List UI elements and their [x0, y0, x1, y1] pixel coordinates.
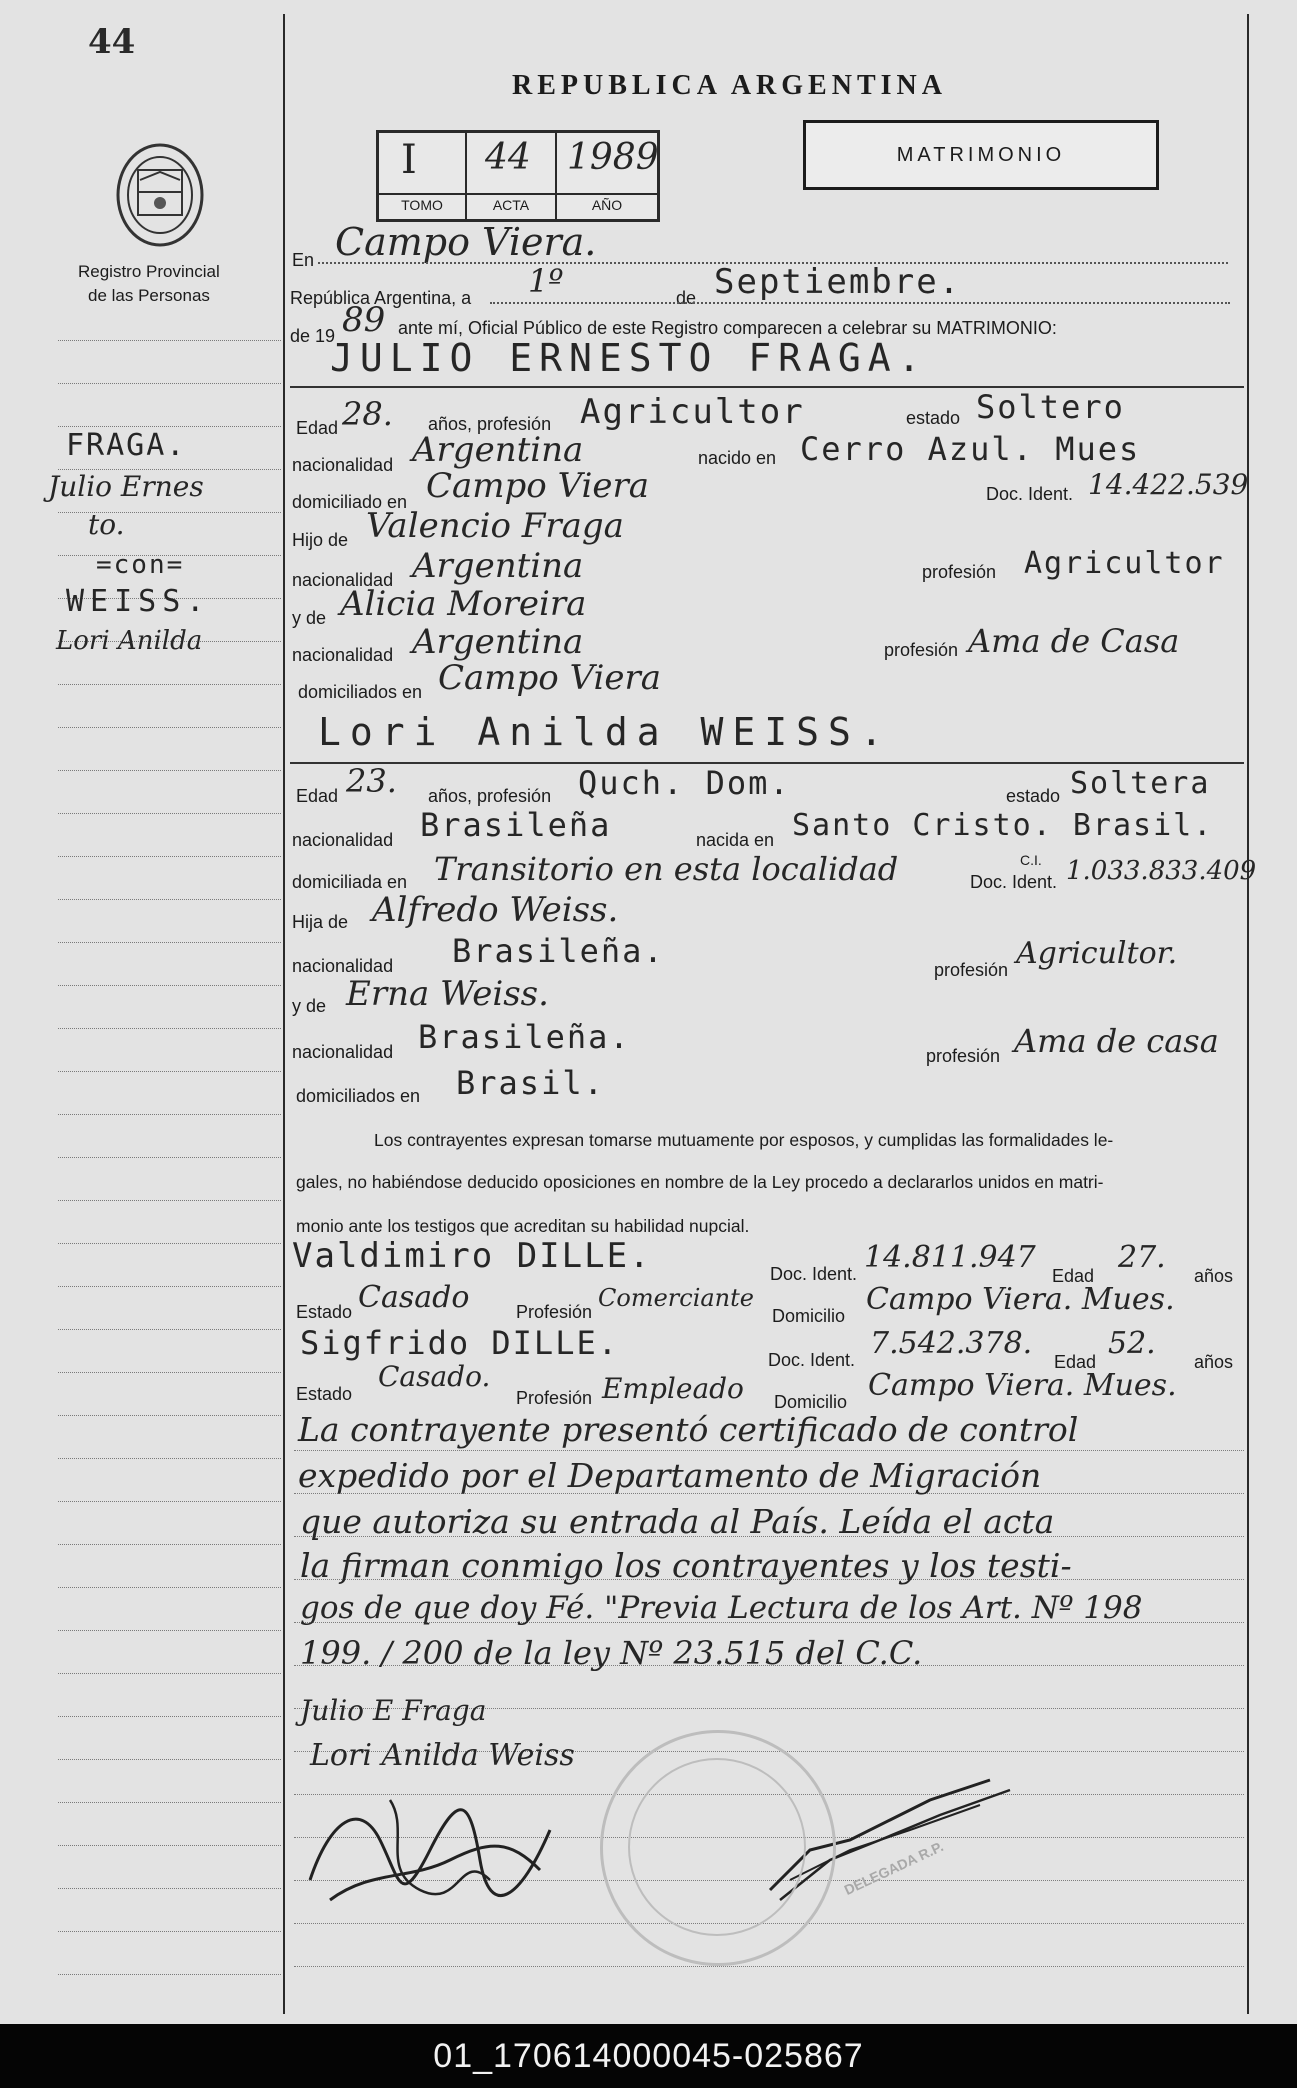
- acta-label: ACTA: [467, 193, 555, 213]
- margin-note-line-1: FRAGA.: [66, 428, 187, 463]
- groom-parents-domicile-label: domiciliados en: [298, 682, 423, 702]
- delegate-stamp-text: DELEGADA R.P.: [841, 1838, 946, 1898]
- bride-father-label: Hija de: [292, 912, 349, 932]
- formal-text-line2: gales, no habiéndose deducido oposiciones en nombre de la Ley procedo a declararlos unidos en matri-: [296, 1172, 1104, 1192]
- witness2-domicile-label: Domicilio: [774, 1392, 848, 1412]
- margin-ruled-line: [58, 1114, 281, 1115]
- tomo-cell: [379, 133, 467, 219]
- witness2-age: 52.: [1108, 1326, 1156, 1361]
- bride-nationality-label: nacionalidad: [292, 830, 394, 850]
- formal-text-line1: Los contrayentes expresan tomarse mutuamente por esposos, y cumplidas las formalidades le-: [374, 1130, 1114, 1150]
- note-line-3: que autoriza su entrada al País. Leída el acta: [300, 1502, 1055, 1541]
- groom-status: Soltero: [976, 388, 1125, 426]
- groom-mother-profession: Ama de Casa: [968, 622, 1180, 660]
- bride-age-label: Edad: [296, 786, 339, 806]
- margin-note-line-2: Julio Ernes: [48, 470, 204, 503]
- signature-bride: Lori Anilda Weiss: [310, 1738, 575, 1773]
- anio-cell: [557, 133, 657, 219]
- groom-anos-profesion-label: años, profesión: [428, 414, 552, 434]
- bride-doc-label: Doc. Ident.: [970, 872, 1058, 892]
- witness1-status: Casado: [358, 1280, 470, 1315]
- groom-father-prof-label: profesión: [922, 562, 997, 582]
- tomo-value: I: [401, 137, 417, 183]
- groom-mother-nationality: Argentina: [412, 622, 584, 662]
- margin-ruled-line: [58, 1243, 281, 1244]
- groom-domicile-label: domiciliado en: [292, 492, 408, 512]
- margin-ruled-line: [58, 727, 281, 728]
- year-value: 89: [342, 300, 386, 340]
- groom-estado-label: estado: [906, 408, 961, 428]
- bride-age: 23.: [346, 762, 397, 800]
- bride-domicile: Transitorio en esta localidad: [434, 850, 899, 888]
- margin-ruled-line: [58, 1071, 281, 1072]
- margin-ruled-line: [58, 383, 281, 384]
- groom-father-label: Hijo de: [292, 530, 349, 550]
- groom-parents-domicile: Campo Viera: [438, 658, 662, 698]
- margin-ruled-line: [58, 1458, 281, 1459]
- anio-value: 1989: [567, 137, 659, 178]
- witness2-doc: 7.542.378.: [870, 1326, 1033, 1361]
- margin-note-line-4: =con=: [96, 550, 185, 580]
- groom-mother-nat-label: nacionalidad: [292, 645, 394, 665]
- tomo-label: TOMO: [379, 193, 465, 213]
- witness2-anos-label: años: [1194, 1352, 1234, 1372]
- margin-ruled-line: [58, 1200, 281, 1201]
- witness1-profession-label: Profesión: [516, 1302, 593, 1322]
- margin-ruled-line: [58, 1372, 281, 1373]
- witness1-domicile-label: Domicilio: [772, 1306, 846, 1326]
- bride-mother: Erna Weiss.: [346, 974, 549, 1014]
- groom-doc-label: Doc. Ident.: [986, 484, 1074, 504]
- margin-ruled-line: [58, 985, 281, 986]
- margin-ruled-line: [58, 1931, 281, 1932]
- day-value: 1º: [528, 262, 564, 300]
- label-de-19: de 19: [290, 326, 336, 346]
- witness1-age: 27.: [1118, 1240, 1166, 1275]
- anio-label: AÑO: [557, 193, 657, 213]
- witness1-anos-label: años: [1194, 1266, 1234, 1286]
- bride-father-prof-label: profesión: [934, 960, 1009, 980]
- groom-doc: 14.422.539: [1088, 468, 1249, 501]
- note-line-2: expedido por el Departamento de Migración: [298, 1456, 1042, 1495]
- bride-mother-nationality: Brasileña.: [418, 1018, 631, 1056]
- witness2-profession-label: Profesión: [516, 1388, 593, 1408]
- groom-born-label: nacido en: [698, 448, 777, 468]
- official-stamp-inner-ring: [628, 1758, 806, 1936]
- bride-father-nationality: Brasileña.: [452, 932, 665, 970]
- bride-born-in: Santo Cristo. Brasil.: [792, 808, 1214, 843]
- groom-father-profession: Agricultor: [1024, 546, 1225, 581]
- witness2-domicile: Campo Viera. Mues.: [868, 1368, 1177, 1403]
- margin-ruled-line: [58, 1630, 281, 1631]
- witness1-name: Valdimiro DILLE.: [292, 1236, 652, 1276]
- witness1-age-label: Edad: [1052, 1266, 1095, 1286]
- groom-name: JULIO ERNESTO FRAGA.: [330, 336, 928, 380]
- margin-ruled-line: [58, 1673, 281, 1674]
- margin-ruled-line: [58, 856, 281, 857]
- margin-ruled-line: [58, 684, 281, 685]
- margin-ruled-line: [58, 899, 281, 900]
- bride-name: Lori Anilda WEISS.: [318, 710, 892, 754]
- groom-age-label: Edad: [296, 418, 339, 438]
- bride-father: Alfredo Weiss.: [372, 890, 619, 930]
- margin-ruled-line: [58, 1157, 281, 1158]
- bride-doc: 1.033.833.409: [1066, 856, 1257, 886]
- witness2-status: Casado.: [378, 1360, 491, 1393]
- right-border: [1247, 14, 1249, 2014]
- bride-estado-label: estado: [1006, 786, 1061, 806]
- witness2-name: Sigfrido DILLE.: [300, 1324, 619, 1362]
- groom-domicile: Campo Viera: [426, 466, 650, 506]
- signature-groom: Julio E Fraga: [300, 1694, 487, 1727]
- margin-ruled-line: [58, 813, 281, 814]
- groom-mother-label: y de: [292, 608, 327, 628]
- label-republica: República Argentina, a: [290, 288, 472, 308]
- label-ante: ante mí, Oficial Público de este Registro comparecen a celebrar su MATRIMONIO:: [398, 318, 1057, 338]
- witness2-doc-label: Doc. Ident.: [768, 1350, 856, 1370]
- place-value: Campo Viera.: [335, 220, 597, 264]
- scan-id-footer: 01_170614000045-025867: [0, 2024, 1297, 2088]
- page-number: 44: [88, 22, 136, 62]
- bride-profession: Quch. Dom.: [578, 764, 791, 802]
- witness2-profession: Empleado: [602, 1372, 744, 1405]
- margin-ruled-line: [58, 1888, 281, 1889]
- bride-mother-prof-label: profesión: [926, 1046, 1001, 1066]
- witness1-doc: 14.811.947: [864, 1240, 1036, 1275]
- margin-ruled-line: [58, 1415, 281, 1416]
- margin-ruled-line: [58, 1845, 281, 1846]
- margin-ruled-line: [58, 1716, 281, 1717]
- bride-father-nat-label: nacionalidad: [292, 956, 394, 976]
- note-line-1: La contrayente presentó certificado de control: [298, 1410, 1079, 1449]
- margin-ruled-line: [58, 1544, 281, 1545]
- margin-ruled-line: [58, 1802, 281, 1803]
- registry-seal-icon: [110, 140, 210, 250]
- body-ruled-line: [294, 1450, 1244, 1451]
- groom-mother: Alicia Moreira: [340, 584, 587, 624]
- witness2-status-label: Estado: [296, 1384, 353, 1404]
- groom-nationality-label: nacionalidad: [292, 455, 394, 475]
- act-type-label: MATRIMONIO: [896, 144, 1066, 166]
- margin-ruled-line: [58, 942, 281, 943]
- bride-status: Soltera: [1070, 766, 1211, 801]
- bride-born-label: nacida en: [696, 830, 775, 850]
- margin-ruled-line: [58, 1329, 281, 1330]
- groom-mother-prof-label: profesión: [884, 640, 959, 660]
- margin-ruled-line: [58, 770, 281, 771]
- bride-parents-domicile: Brasil.: [456, 1064, 605, 1102]
- bride-mother-profession: Ama de casa: [1014, 1022, 1219, 1060]
- label-en: En: [292, 250, 315, 270]
- margin-ruled-line: [58, 340, 281, 341]
- label-de: de: [676, 288, 697, 308]
- witness2-age-label: Edad: [1054, 1352, 1097, 1372]
- margin-ruled-line: [58, 426, 281, 427]
- bride-anos-profesion-label: años, profesión: [428, 786, 552, 806]
- note-line-4: la firman conmigo los contrayentes y los testi-: [300, 1546, 1072, 1585]
- witness1-profession: Comerciante: [598, 1284, 754, 1312]
- margin-ruled-line: [58, 1501, 281, 1502]
- body-ruled-line: [294, 1966, 1244, 1967]
- witness1-status-label: Estado: [296, 1302, 353, 1322]
- formal-text-line3: monio ante los testigos que acreditan su habilidad nupcial.: [296, 1216, 750, 1236]
- month-value: Septiembre.: [714, 262, 962, 302]
- bride-mother-nat-label: nacionalidad: [292, 1042, 394, 1062]
- margin-note-line-6: Lori Anilda: [56, 626, 203, 656]
- acta-value: 44: [485, 137, 531, 178]
- acta-cell: [467, 133, 557, 219]
- bride-father-profession: Agricultor.: [1016, 936, 1178, 971]
- margin-ruled-line: [58, 1974, 281, 1975]
- groom-father-nationality: Argentina: [412, 546, 584, 586]
- margin-ruled-line: [58, 1587, 281, 1588]
- registry-name-line2: de las Personas: [88, 286, 210, 305]
- bride-nationality: Brasileña: [420, 806, 612, 844]
- country-title: REPUBLICA ARGENTINA: [512, 70, 947, 101]
- margin-ruled-line: [58, 1759, 281, 1760]
- margin-ruled-line: [58, 1286, 281, 1287]
- groom-father: Valencio Fraga: [366, 506, 624, 546]
- act-type-box: [803, 120, 1159, 190]
- groom-profession: Agricultor: [580, 392, 805, 432]
- note-line-5: gos de que doy Fé. "Previa Lectura de los Art. Nº 198: [300, 1590, 1143, 1626]
- volume-box: [376, 130, 660, 222]
- witness1-doc-label: Doc. Ident.: [770, 1264, 858, 1284]
- bride-parents-domicile-label: domiciliados en: [296, 1086, 421, 1106]
- groom-nationality: Argentina: [412, 430, 584, 470]
- registry-name-line1: Registro Provincial: [78, 262, 220, 281]
- margin-note-line-3: to.: [88, 508, 125, 541]
- note-line-6: 199. / 200 de la ley Nº 23.515 del C.C.: [300, 1634, 923, 1672]
- margin-border: [283, 14, 285, 2014]
- bride-domicile-label: domiciliada en: [292, 872, 408, 892]
- groom-age: 28.: [342, 395, 393, 433]
- margin-note-line-5: WEISS.: [66, 584, 211, 619]
- bride-mother-label: y de: [292, 996, 327, 1016]
- groom-born-in: Cerro Azul. Mues: [800, 430, 1141, 468]
- groom-father-nat-label: nacionalidad: [292, 570, 394, 590]
- bride-ci-label: C.I.: [1020, 852, 1042, 868]
- margin-ruled-line: [58, 1028, 281, 1029]
- witness1-domicile: Campo Viera. Mues.: [866, 1282, 1175, 1317]
